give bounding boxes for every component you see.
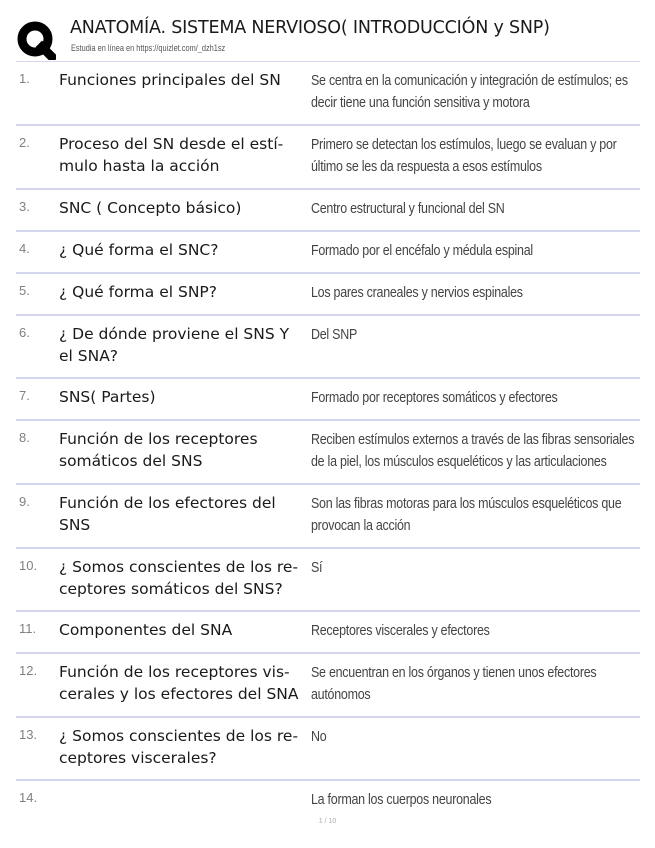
card-definition: Primero se detectan los estímulos, luego se evaluan y por último se les da respuesta a esos estímulos	[311, 137, 617, 175]
card-definition: Reciben estímulos externos a través de las fibras sensoriales de la piel, los músculos esqueléticos y las articulaciones	[311, 432, 635, 470]
card-definition-cell	[309, 125, 640, 189]
card-definition: Centro estructural y funcional del SN	[311, 201, 505, 217]
card-definition-cell	[309, 484, 640, 548]
flashcard-row	[16, 420, 640, 484]
card-definition-cell	[309, 653, 640, 717]
card-definition: Son las fibras motoras para los músculos esqueléticos que provocan la acción	[311, 496, 622, 534]
card-definition-cell	[309, 420, 640, 484]
flashcard-row	[16, 548, 640, 611]
flashcard-row	[16, 273, 640, 315]
card-number: 1.	[16, 62, 59, 126]
card-definition-cell	[309, 611, 640, 653]
card-definition: Del SNP	[311, 327, 358, 343]
flashcard-row	[16, 125, 640, 189]
page-title: ANATOMÍA. SISTEMA NERVIOSO( INTRODUCCIÓN y SNP)	[70, 18, 550, 38]
card-term: Componentes del SNA	[59, 611, 309, 653]
flashcard-row	[16, 62, 640, 126]
flashcard-table	[16, 61, 640, 821]
study-link[interactable]: Estudia en línea en https://quizlet.com/_dzh1sz	[71, 43, 226, 53]
card-term: Función de los efectores del SNS	[59, 484, 309, 548]
card-definition-cell	[309, 189, 640, 231]
card-definition: Formado por el encéfalo y médula espinal	[311, 243, 533, 259]
card-number: 8.	[16, 420, 59, 484]
card-term: SNS( Partes)	[59, 378, 309, 420]
flashcard-row	[16, 315, 640, 378]
card-term: SNC ( Concepto básico)	[59, 189, 309, 231]
card-term: Función de los receptores viscerales y los efectores del SNA	[59, 653, 309, 717]
quizlet-logo-icon	[16, 20, 56, 60]
card-number: 3.	[16, 189, 59, 231]
card-number: 7.	[16, 378, 59, 420]
card-number: 9.	[16, 484, 59, 548]
card-number: 2.	[16, 125, 59, 189]
card-definition: Los pares craneales y nervios espinales	[311, 285, 523, 301]
flashcard-row	[16, 231, 640, 273]
card-term: Función de los receptores somáticos del SNS	[59, 420, 309, 484]
card-definition-cell	[309, 315, 640, 378]
card-definition: Sí	[311, 560, 323, 576]
card-definition: Formado por receptores somáticos y efectores	[311, 390, 558, 406]
card-term: Funciones principales del SN	[59, 62, 309, 126]
card-definition-cell	[309, 231, 640, 273]
card-number: 4.	[16, 231, 59, 273]
card-definition-cell	[309, 273, 640, 315]
page-header	[16, 14, 641, 60]
card-term: ¿ Qué forma el SNP?	[59, 273, 309, 315]
card-definition: No	[311, 729, 327, 745]
card-term: ¿ Qué forma el SNC?	[59, 231, 309, 273]
card-term: ¿ Somos conscientes de los receptores somáticos del SNS?	[59, 548, 309, 611]
card-number: 5.	[16, 273, 59, 315]
card-definition-cell	[309, 780, 640, 821]
card-definition: Se centra en la comunicación y integración de estímulos; es decir tiene una función sensitiva y motora	[311, 73, 628, 111]
card-definition: Se encuentran en los órganos y tienen unos efectores autónomos	[311, 665, 597, 703]
flashcard-row	[16, 378, 640, 420]
flashcard-row	[16, 189, 640, 231]
card-number: 6.	[16, 315, 59, 378]
card-definition-cell	[309, 378, 640, 420]
card-term: ¿ Somos conscientes de los receptores viscerales?	[59, 717, 309, 780]
card-definition-cell	[309, 717, 640, 780]
page-number: 1 / 10	[318, 818, 337, 825]
flashcard-row	[16, 717, 640, 780]
card-number: 13.	[16, 717, 59, 780]
flashcard-row	[16, 780, 640, 821]
card-term: Proceso del SN desde el estímulo hasta la acción	[59, 125, 309, 189]
card-term: ¿ De dónde proviene el SNS Y el SNA?	[59, 315, 309, 378]
card-number: 12.	[16, 653, 59, 717]
card-definition-cell	[309, 62, 640, 126]
card-term	[59, 780, 309, 821]
card-number: 14.	[16, 780, 59, 821]
card-definition: Receptores viscerales y efectores	[311, 623, 490, 639]
card-number: 10.	[16, 548, 59, 611]
card-number: 11.	[16, 611, 59, 653]
card-definition: La forman los cuerpos neuronales	[311, 792, 492, 808]
card-definition-cell	[309, 548, 640, 611]
flashcard-row	[16, 653, 640, 717]
flashcard-row	[16, 611, 640, 653]
flashcard-row	[16, 484, 640, 548]
